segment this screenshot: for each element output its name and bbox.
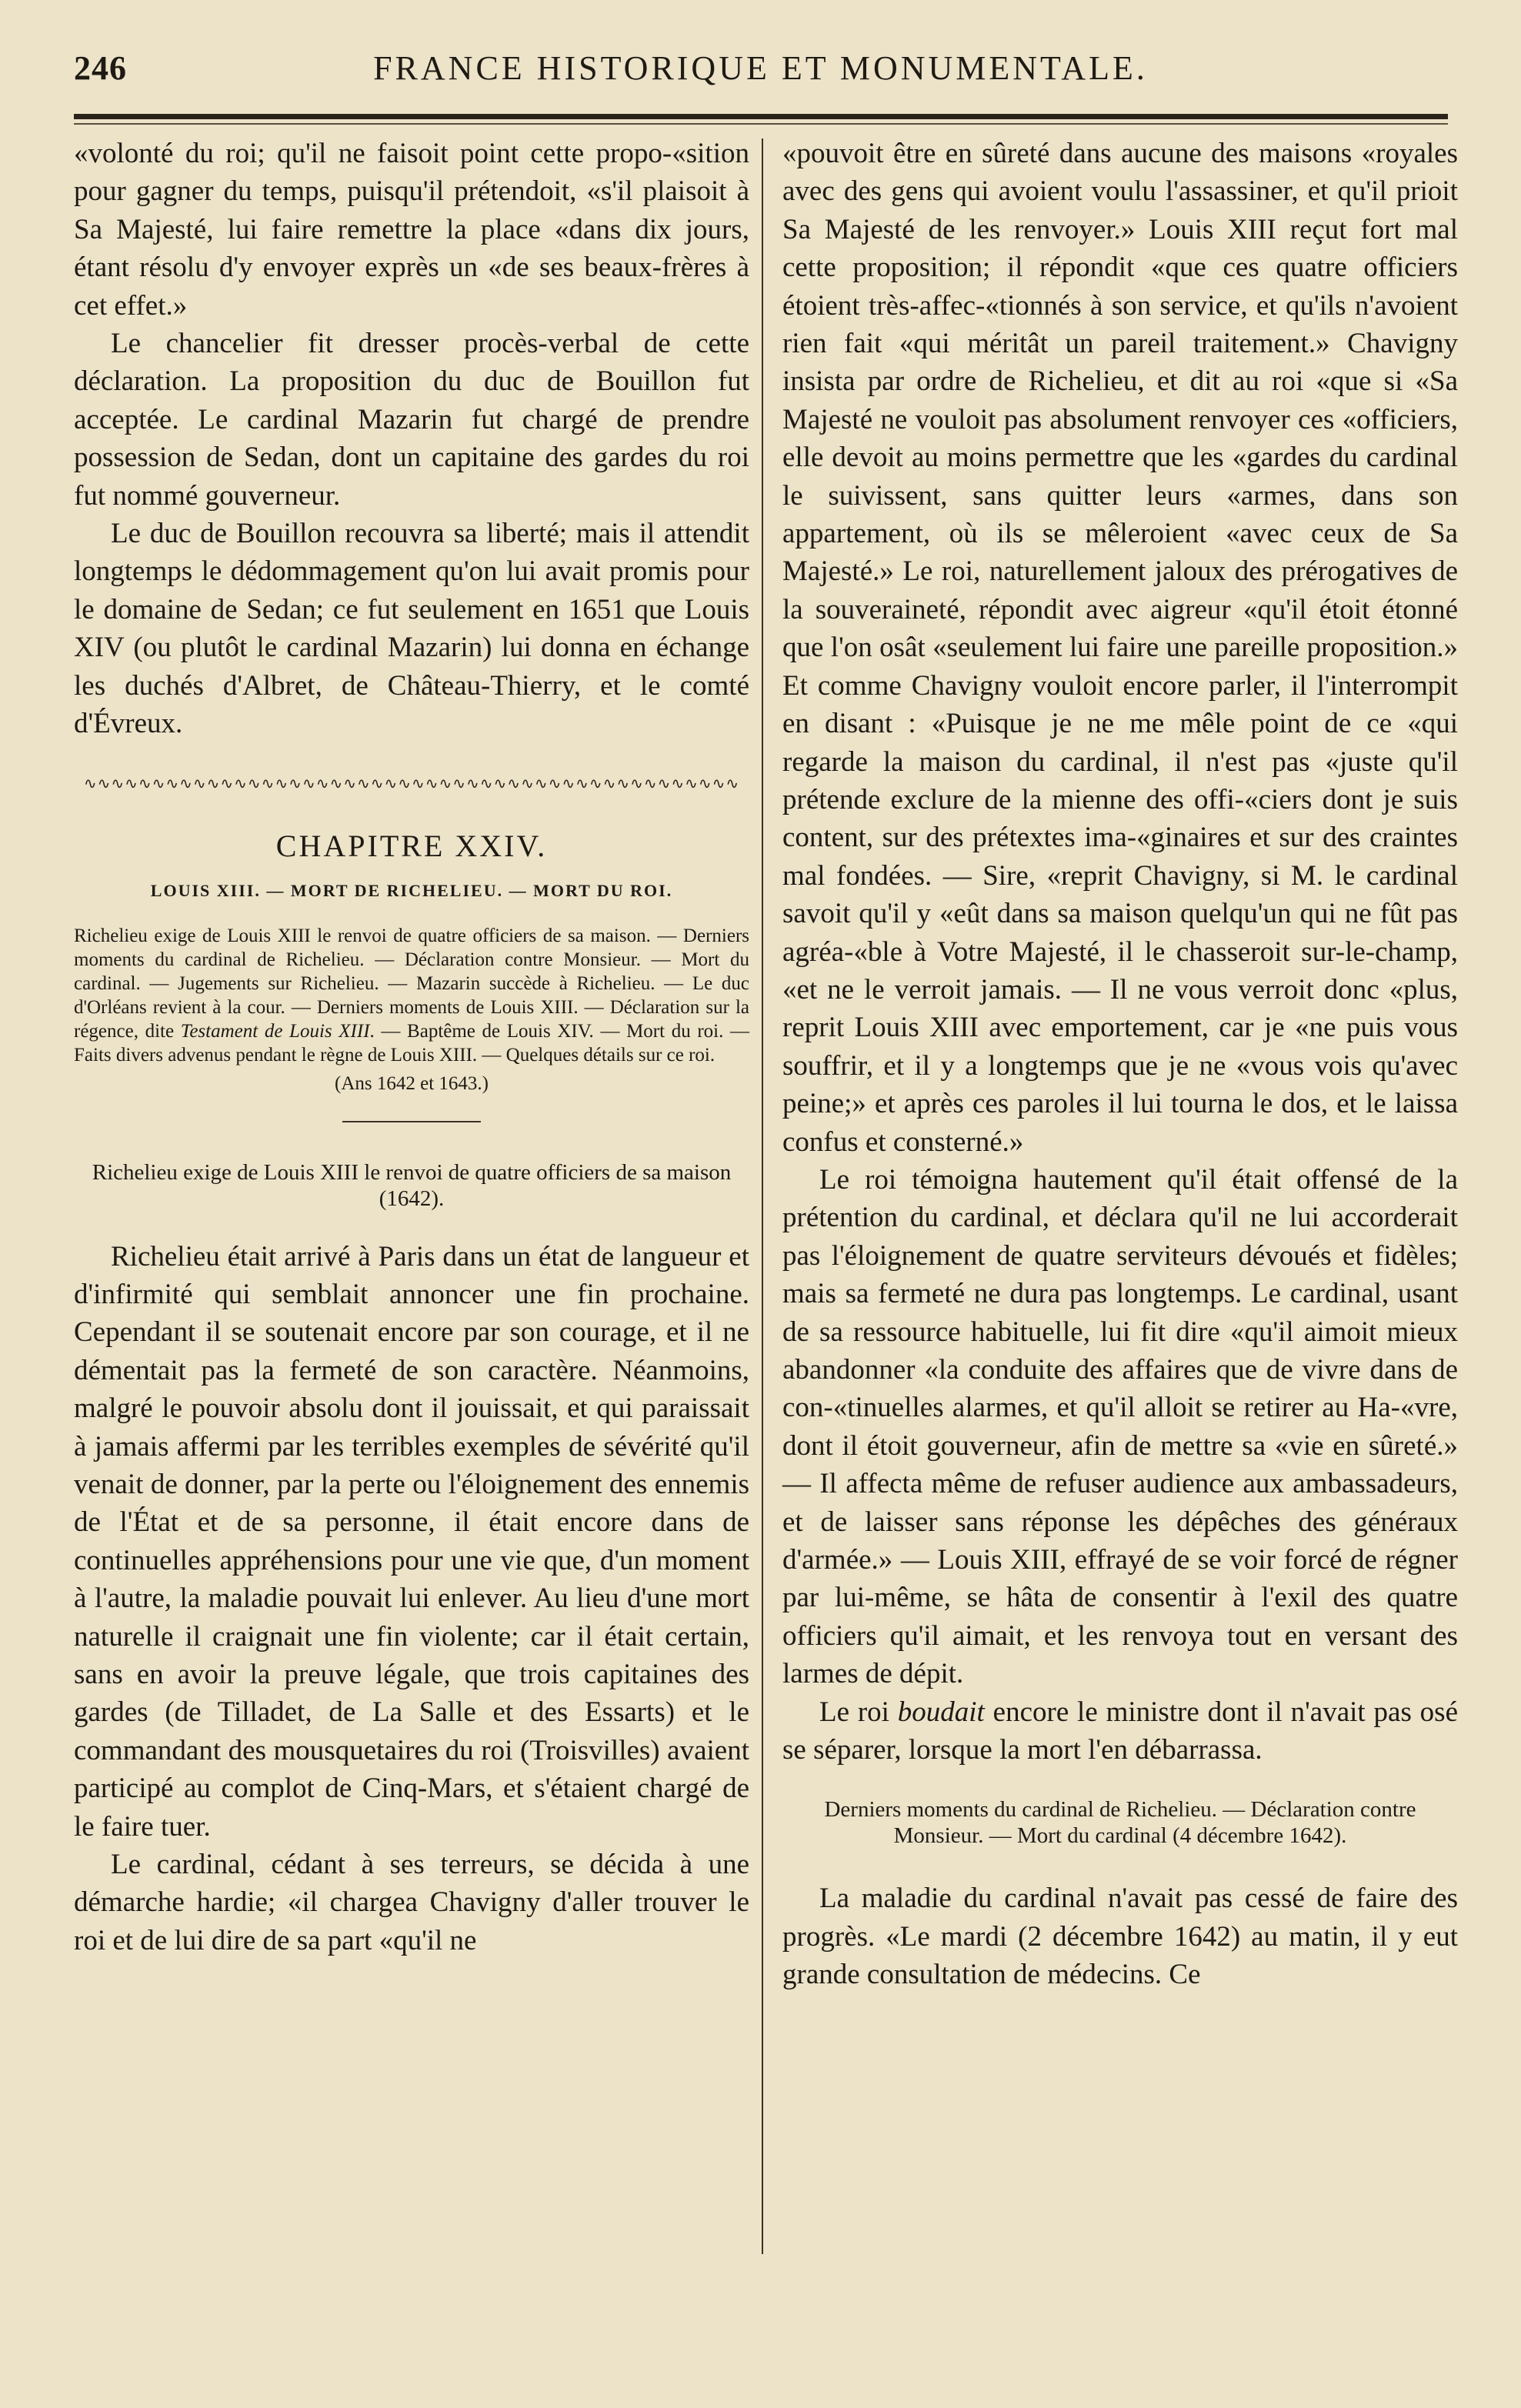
paragraph-text: Le roi — [819, 1696, 898, 1728]
chapter-subtitle: LOUIS XIII. — MORT DE RICHELIEU. — MORT DU ROI. — [150, 880, 673, 900]
chapter-title: CHAPITRE XXIV. — [275, 828, 548, 863]
page-number: 246 — [74, 49, 127, 87]
section-rule — [342, 1121, 481, 1122]
paragraph: Le roi témoigna hautement qu'il était offensé de la prétention du cardinal, et déclara qu'il ne lui accorderait pas l'éloignement de quatre serviteurs dévoués et fidèles; mais sa fermeté ne dura pas longtemps. Le cardinal, usant de sa ressource habituelle, lui fit dire «qu'il aimoit mieux abandonner «la conduite des affaires que de vivre dans de con-«tinuelles alarmes, et qu'il alloit se retirer au Ha-«vre, dont il étoit gouverneur, afin de mettre sa «vie en sûreté.» — Il affecta même de refuser audience aux ambassadeurs, et de laisser sans réponse les dépêches des généraux d'armée.» — Louis XIII, effrayé de se voir forcé de régner par lui-même, se hâta de consentir à l'exil des quatre officiers qu'il aimait, et les renvoya tout en versant des larmes de dépit. — [782, 1163, 1458, 1690]
paragraph: Le cardinal, cédant à ses terreurs, se décida à une démarche hardie; «il chargea Chavigny d'aller trouver le roi et de lui dire de sa part «qu'il ne — [74, 1849, 749, 1956]
chapter-summary — [74, 924, 749, 1067]
section-heading: Derniers moments du cardinal de Richelieu. — Déclaration contre Monsieur. — Mort du cardinal (4 décembre 1642). — [824, 1797, 1416, 1849]
paragraph: «pouvoit être en sûreté dans aucune des maisons «royales avec des gens qui avoient voulu l'assassiner, et qu'il prioit Sa Majesté de les renvoyer.» Louis XIII reçut fort mal cette proposition; il répondit «que ces quatre officiers étoient très-affec-«tionnés à son service, et qu'ils n'avoient rien fait «qui méritât un pareil traitement.» Chavigny insista par ordre de Richelieu, et dit au roi «que si «Sa Majesté ne vouloit pas absolument renvoyer ces «officiers, elle devoit au moins permettre que les «gardes du cardinal le suivissent, sans quitter leurs «armes, dans son appartement, où ils se mêleroient «avec ceux de Sa Majesté.» Le roi, naturellement jaloux des prérogatives de la souveraineté, répondit avec aigreur «qu'il étoit étonné que l'on osât «seulement lui faire une pareille proposition.» Et comme Chavigny vouloit encore parler, il l'interrompit en disant : «Puisque je ne me mêle point de ce «qui regarde la maison du cardinal, il n'est pas «juste qu'il prétende exclure de la mienne des offi-«ciers dont je suis content, sur des prétextes ima-«ginaires et sur des craintes mal fondées. — Sire, «reprit Chavigny, si M. le cardinal savoit qu'il y «eût dans sa maison quelqu'un qui ne fût pas agréa-«ble à Votre Majesté, il le chasseroit sur-le-champ, «et ne le verroit jamais. — Il ne vous verroit donc «plus, reprit Louis XIII avec emportement, car je «ne puis vous souffrir, et il y a longtemps que je ne «vous vois qu'avec peine;» et après ces paroles il lui tourna le dos, et le laissa confus et consterné.» — [782, 138, 1458, 1158]
running-title: FRANCE HISTORIQUE ET MONUMENTALE. — [373, 49, 1148, 87]
paragraph: La maladie du cardinal n'avait pas cessé de faire des progrès. «Le mardi (2 décembre 1642) au matin, il y eut grande consultation de médecins. Ce — [782, 1883, 1458, 1991]
page-header — [74, 42, 1447, 96]
section-heading: Richelieu exige de Louis XIII le renvoi de quatre officiers de sa maison (1642). — [92, 1159, 732, 1211]
summary-text: Richelieu exige de Louis XIII le renvoi de quatre officiers de sa maison. — Derniers moments du cardinal de Richelieu. — Déclaration contre Monsieur. — Mort du cardinal. — Jugements sur Richelieu. — Mazarin succède à Richelieu. — Le duc d'Orléans revient à la cour. — Derniers moments de Louis XIII. — Déclaration sur la régence, dite — [74, 925, 749, 1042]
paragraph: Le chancelier fit dresser procès-verbal de cette déclaration. La proposition du duc de Bouillon fut acceptée. Le cardinal Mazarin fut chargé de prendre possession de Sedan, dont un capitaine des gardes du roi fut nommé gouverneur. — [74, 328, 749, 512]
paragraph — [782, 1693, 1458, 1769]
summary-dates: (Ans 1642 et 1643.) — [335, 1072, 489, 1094]
column-divider — [762, 138, 763, 2254]
paragraph: Le duc de Bouillon recouvra sa liberté; mais il attendit longtemps le dédommagement qu'on lui avait promis pour le domaine de Sedan; ce fut seulement en 1651 que Louis XIV (ou plutôt le cardinal Mazarin) lui donna en échange les duchés d'Albret, de Château-Thierry, et le comté d'Évreux. — [74, 518, 749, 740]
paragraph-italic: boudait — [897, 1696, 985, 1728]
left-column — [74, 135, 749, 1959]
paragraph-text: encore le ministre dont il n'avait pas osé se séparer, lorsque la mort l'en débarrassa. — [782, 1696, 1458, 1766]
summary-italic: Testament de Louis XIII — [180, 1020, 370, 1042]
summary-text: . — Baptême de Louis XIV. — Mort du roi. — Faits divers advenus pendant le règne de Louis XIII. — Quelques détails sur ce roi. — [74, 1020, 749, 1066]
paragraph: «volonté du roi; qu'il ne faisoit point cette propo-«sition pour gagner du temps, puisqu'il prétendoit, «s'il plaisoit à Sa Majesté, lui faire remettre la place «dans dix jours, étant résolu d'y envoyer exprès un «de ses beaux-frères à cet effet.» — [74, 138, 749, 322]
right-column — [782, 135, 1458, 1994]
header-rule — [74, 114, 1448, 119]
ornamental-divider: ∿∿∿∿∿∿∿∿∿∿∿∿∿∿∿∿∿∿∿∿∿∿∿∿∿∿∿∿∿∿∿∿∿∿∿∿∿∿∿∿∿∿∿∿∿∿∿∿ — [83, 775, 740, 792]
paragraph: Richelieu était arrivé à Paris dans un état de langueur et d'infirmité qui semblait annoncer une fin prochaine. Cependant il se soutenait encore par son courage, et il ne démentait pas la fermeté de son caractère. Néanmoins, malgré le pouvoir absolu dont il jouissait, et qui paraissait à jamais affermi par les terribles exemples de sévérité qu'il venait de donner, par la perte ou l'éloignement des ennemis de l'État et de sa personne, il était encore dans de continuelles appréhensions pour une vie que, d'un moment à l'autre, la maladie pouvait lui enlever. Au lieu d'une mort naturelle il craignait une fin violente; car il était certain, sans en avoir la preuve légale, que trois capitaines des gardes (de Tilladet, de La Salle et des Essarts) et le commandant des mousquetaires du roi (Troisvilles) avaient participé au complot de Cinq-Mars, et s'étaient chargé de le faire tuer. — [74, 1240, 749, 1843]
header-rule-thin — [74, 123, 1448, 125]
